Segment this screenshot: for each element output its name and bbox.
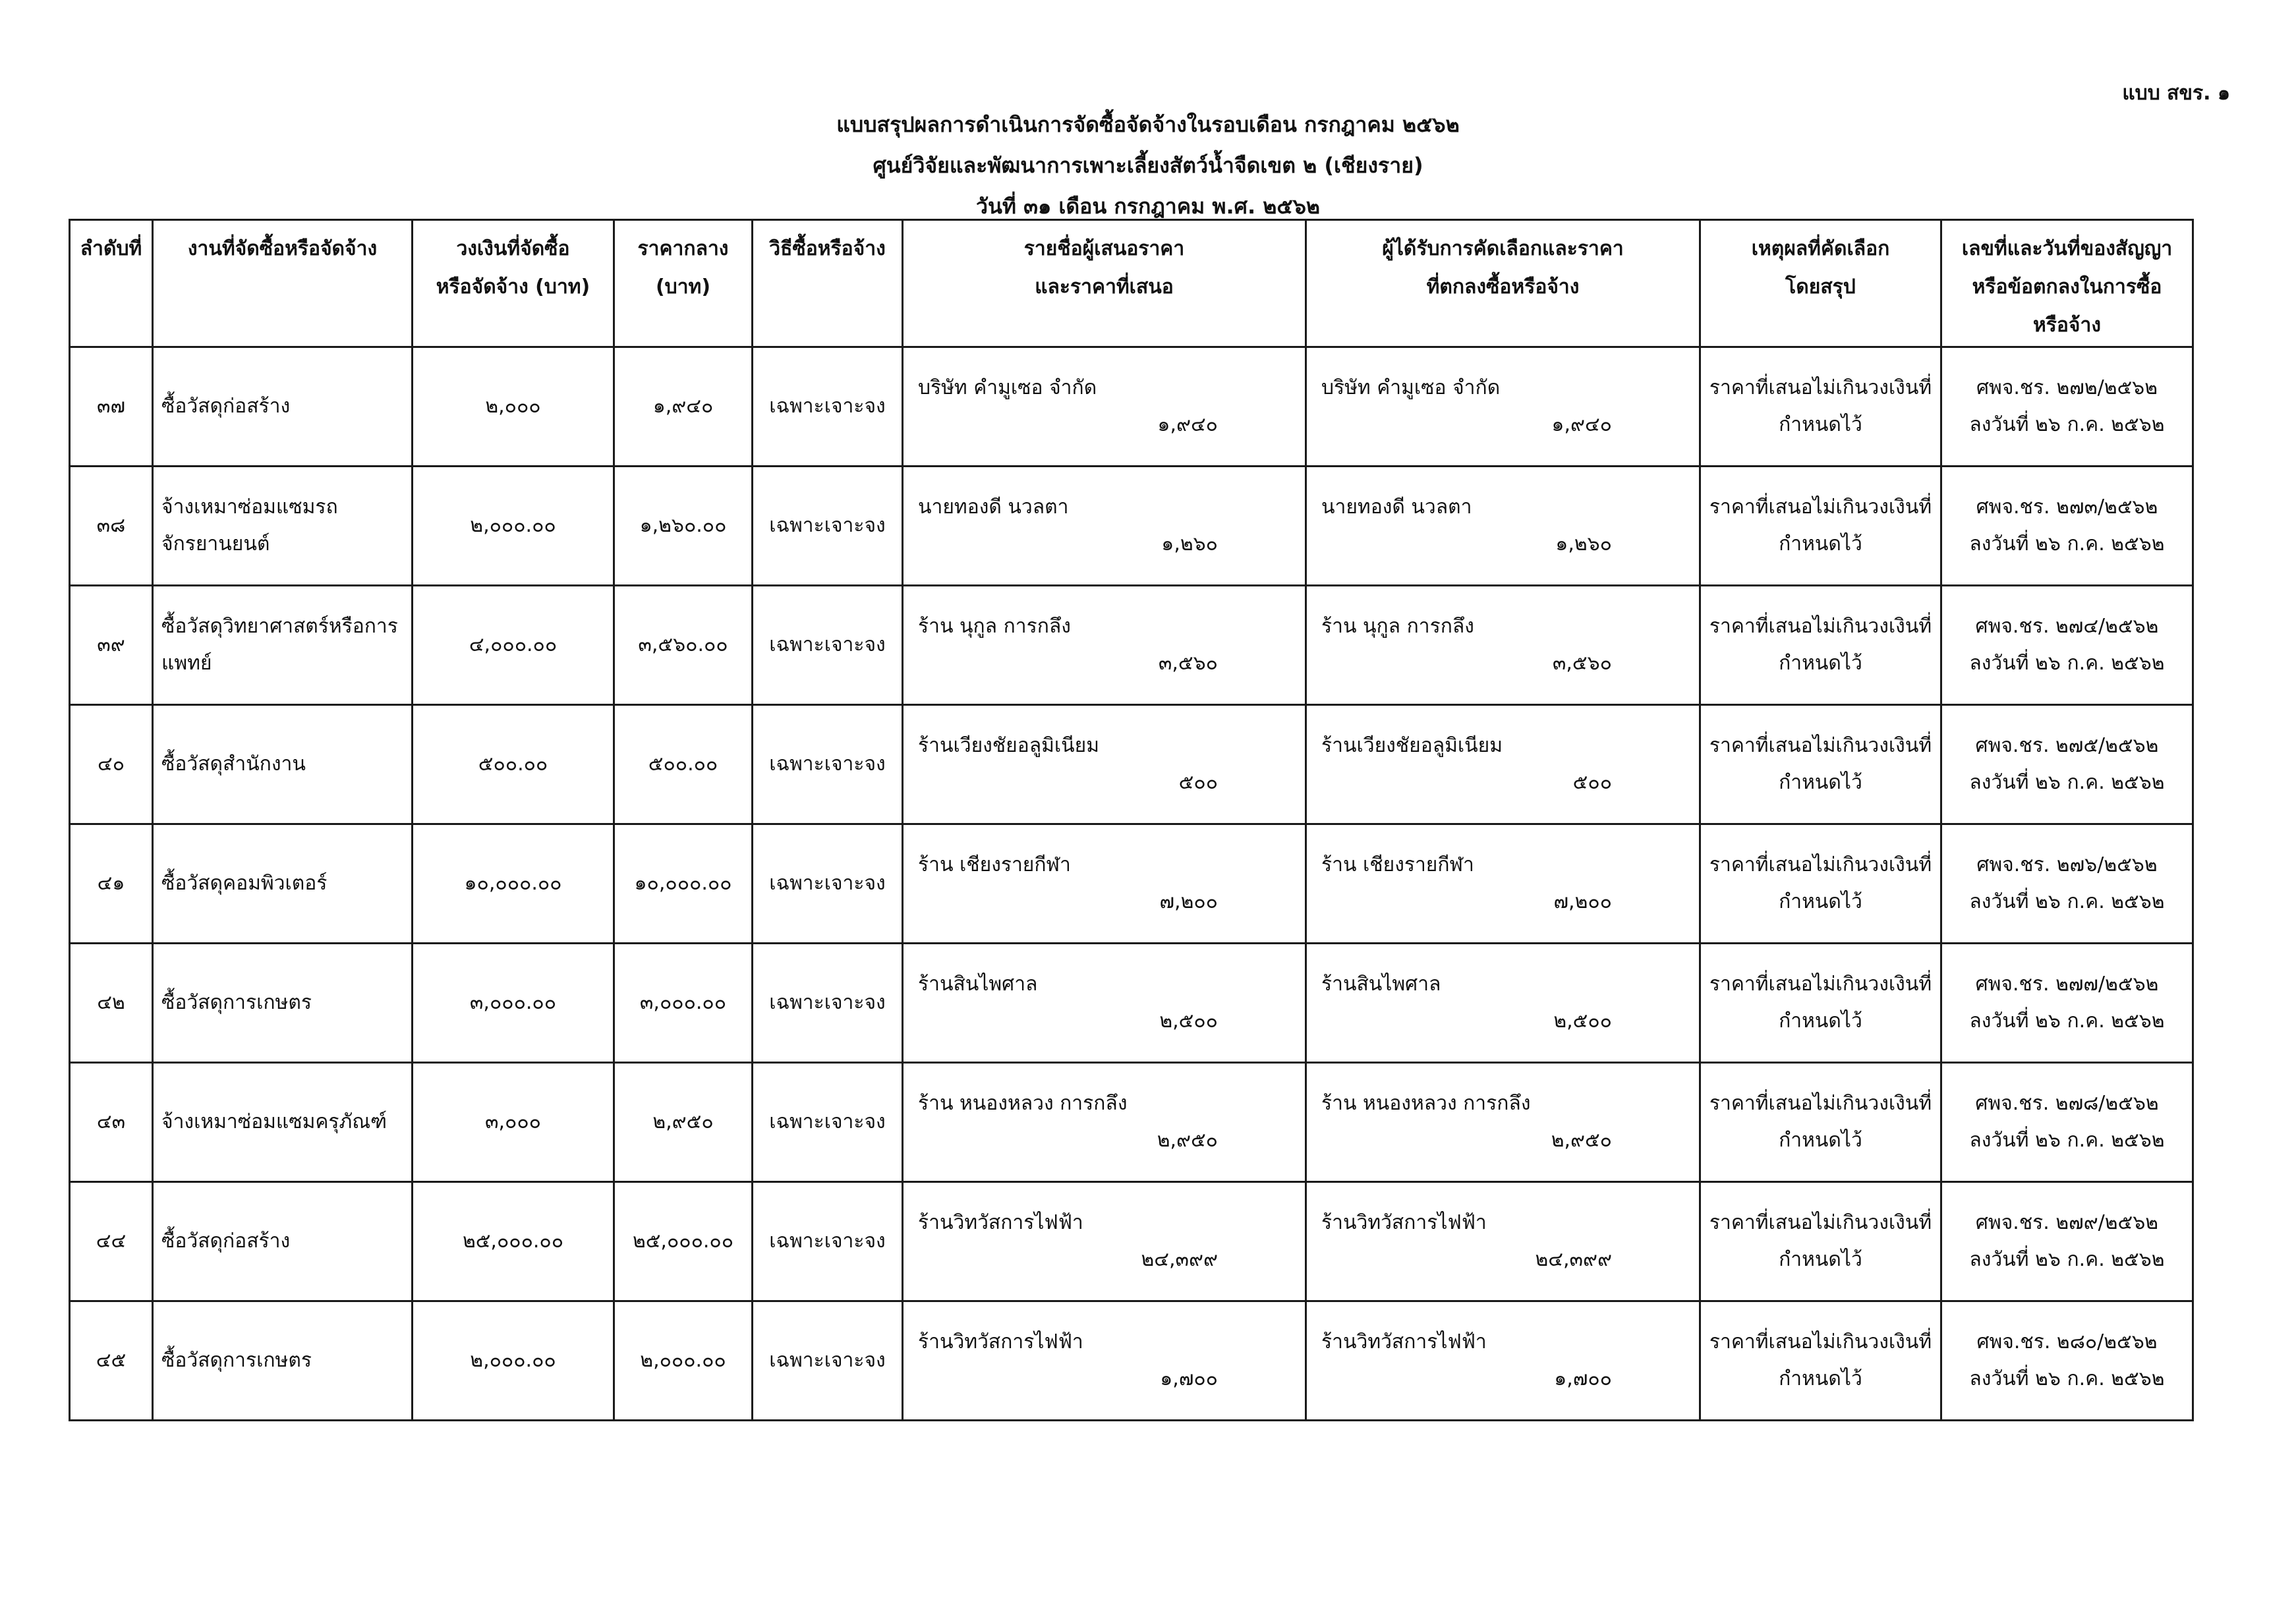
reason-line-2: กำหนดไว้ xyxy=(1779,1248,1862,1271)
cell-item: ซื้อวัสดุการเกษตร xyxy=(153,1301,413,1421)
reason-line-1: ราคาที่เสนอไม่เกินวงเงินที่ xyxy=(1709,1092,1932,1115)
bidder-price: ๒,๙๕๐ xyxy=(1157,1129,1218,1152)
bidder-price: ๒,๕๐๐ xyxy=(1159,1009,1218,1033)
cell-no: ๔๐ xyxy=(70,705,153,824)
cell-budget: ๒,๐๐๐.๐๐ xyxy=(413,467,614,586)
cell-reason xyxy=(1700,944,1941,1063)
winner-price: ๗,๒๐๐ xyxy=(1553,890,1612,913)
header-no: ลำดับที่ xyxy=(70,220,153,347)
cell-no: ๔๔ xyxy=(70,1182,153,1301)
reason-line-1: ราคาที่เสนอไม่เกินวงเงินที่ xyxy=(1709,734,1932,757)
contract-number: ศพจ.ชร. ๒๗๘/๒๕๖๒ xyxy=(1975,1092,2159,1115)
header-budget-line-1: วงเงินที่จัดซื้อ xyxy=(456,237,570,260)
cell-method: เฉพาะเจาะจง xyxy=(753,705,903,824)
reason-line-1: ราคาที่เสนอไม่เกินวงเงินที่ xyxy=(1709,853,1932,876)
cell-reason xyxy=(1700,467,1941,586)
header-bidders xyxy=(903,220,1306,347)
header-reason-line-2: โดยสรุป xyxy=(1785,275,1856,298)
winner-price: ๒,๙๕๐ xyxy=(1551,1129,1612,1152)
reason-line-2: กำหนดไว้ xyxy=(1779,1129,1862,1152)
bidder-price: ๑,๙๔๐ xyxy=(1157,413,1218,436)
cell-median: ๑,๙๔๐ xyxy=(614,347,753,467)
cell-budget: ๒๕,๐๐๐.๐๐ xyxy=(413,1182,614,1301)
winner-name: ร้านวิทวัสการไฟฟ้า xyxy=(1321,1330,1487,1353)
contract-number: ศพจ.ชร. ๒๗๔/๒๕๖๒ xyxy=(1975,615,2159,638)
contract-date: ลงวันที่ ๒๖ ก.ค. ๒๕๖๒ xyxy=(1969,413,2165,436)
table-row xyxy=(70,824,2193,944)
cell-item: ซื้อวัสดุวิทยาศาสตร์หรือการแพทย์ xyxy=(153,586,413,705)
cell-budget: ๒,๐๐๐ xyxy=(413,347,614,467)
bidder-price: ๕๐๐ xyxy=(1178,771,1218,794)
contract-date: ลงวันที่ ๒๖ ก.ค. ๒๕๖๒ xyxy=(1969,1129,2165,1152)
winner-name: ร้าน นุกูล การกลึง xyxy=(1321,615,1474,638)
contract-date: ลงวันที่ ๒๖ ก.ค. ๒๕๖๒ xyxy=(1969,532,2165,555)
winner-price: ๒๔,๓๙๙ xyxy=(1535,1248,1612,1271)
cell-winner xyxy=(1306,1301,1700,1421)
reason-line-2: กำหนดไว้ xyxy=(1779,652,1862,675)
winner-name: ร้าน เชียงรายกีฬา xyxy=(1321,853,1474,876)
bidder-name: ร้าน เชียงรายกีฬา xyxy=(918,853,1071,876)
cell-item: ซื้อวัสดุการเกษตร xyxy=(153,944,413,1063)
bidder-price: ๑,๒๖๐ xyxy=(1161,532,1218,555)
cell-median: ๒,๙๕๐ xyxy=(614,1063,753,1182)
reason-line-2: กำหนดไว้ xyxy=(1779,413,1862,436)
cell-bidder xyxy=(903,705,1306,824)
cell-median: ๒๕,๐๐๐.๐๐ xyxy=(614,1182,753,1301)
contract-number: ศพจ.ชร. ๒๗๒/๒๕๖๒ xyxy=(1976,376,2158,399)
contract-date: ลงวันที่ ๒๖ ก.ค. ๒๕๖๒ xyxy=(1969,1009,2165,1033)
cell-no: ๓๗ xyxy=(70,347,153,467)
cell-contract xyxy=(1941,944,2193,1063)
cell-reason xyxy=(1700,1182,1941,1301)
cell-item: จ้างเหมาซ่อมแซมรถจักรยานยนต์ xyxy=(153,467,413,586)
cell-contract xyxy=(1941,467,2193,586)
table-row xyxy=(70,1063,2193,1182)
contract-number: ศพจ.ชร. ๒๗๕/๒๕๖๒ xyxy=(1975,734,2159,757)
contract-number: ศพจ.ชร. ๒๗๖/๒๕๖๒ xyxy=(1976,853,2158,876)
header-budget xyxy=(413,220,614,347)
header-winner-line-2: ที่ตกลงซื้อหรือจ้าง xyxy=(1426,275,1580,298)
bidder-price: ๒๔,๓๙๙ xyxy=(1141,1248,1218,1271)
header-contract-line-2: หรือข้อตกลงในการซื้อ xyxy=(1972,275,2162,298)
title-line-3: วันที่ ๓๑ เดือน กรกฎาคม พ.ศ. ๒๕๖๒ xyxy=(976,194,1320,219)
cell-median: ๕๐๐.๐๐ xyxy=(614,705,753,824)
cell-no: ๔๒ xyxy=(70,944,153,1063)
cell-method: เฉพาะเจาะจง xyxy=(753,1301,903,1421)
cell-method: เฉพาะเจาะจง xyxy=(753,586,903,705)
cell-winner xyxy=(1306,824,1700,944)
cell-median: ๒,๐๐๐.๐๐ xyxy=(614,1301,753,1421)
winner-price: ๑,๙๔๐ xyxy=(1551,413,1612,436)
cell-no: ๔๓ xyxy=(70,1063,153,1182)
winner-name: ร้านวิทวัสการไฟฟ้า xyxy=(1321,1211,1487,1234)
cell-budget: ๔,๐๐๐.๐๐ xyxy=(413,586,614,705)
cell-reason xyxy=(1700,1301,1941,1421)
cell-winner xyxy=(1306,586,1700,705)
winner-name: ร้านเวียงชัยอลูมิเนียม xyxy=(1321,734,1503,757)
cell-budget: ๑๐,๐๐๐.๐๐ xyxy=(413,824,614,944)
reason-line-2: กำหนดไว้ xyxy=(1779,771,1862,794)
cell-bidder xyxy=(903,467,1306,586)
contract-number: ศพจ.ชร. ๒๗๗/๒๕๖๒ xyxy=(1975,973,2159,996)
header-row xyxy=(70,220,2193,347)
bidder-name: ร้าน หนองหลวง การกลึง xyxy=(918,1092,1128,1115)
cell-contract xyxy=(1941,705,2193,824)
table-row xyxy=(70,347,2193,467)
title-line-1: แบบสรุปผลการดำเนินการจัดซื้อจัดจ้างในรอบเดือน กรกฎาคม ๒๕๖๒ xyxy=(836,112,1460,137)
contract-number: ศพจ.ชร. ๒๗๙/๒๕๖๒ xyxy=(1975,1211,2159,1234)
winner-price: ๕๐๐ xyxy=(1572,771,1612,794)
header-median-line-1: ราคากลาง xyxy=(637,237,729,260)
table-row xyxy=(70,467,2193,586)
header-median-line-2: (บาท) xyxy=(655,275,711,298)
cell-winner xyxy=(1306,1063,1700,1182)
procurement-table xyxy=(69,219,2194,1421)
header-method: วิธีซื้อหรือจ้าง xyxy=(753,220,903,347)
header-bidders-line-2: และราคาที่เสนอ xyxy=(1035,275,1174,298)
winner-price: ๒,๕๐๐ xyxy=(1553,1009,1612,1033)
reason-line-2: กำหนดไว้ xyxy=(1779,1367,1862,1390)
cell-reason xyxy=(1700,705,1941,824)
bidder-price: ๑,๗๐๐ xyxy=(1160,1367,1218,1390)
cell-contract xyxy=(1941,347,2193,467)
cell-median: ๑๐,๐๐๐.๐๐ xyxy=(614,824,753,944)
cell-item: ซื้อวัสดุก่อสร้าง xyxy=(153,347,413,467)
cell-bidder xyxy=(903,1301,1306,1421)
cell-reason xyxy=(1700,586,1941,705)
table-row xyxy=(70,944,2193,1063)
header-item: งานที่จัดซื้อหรือจัดจ้าง xyxy=(153,220,413,347)
winner-price: ๓,๕๖๐ xyxy=(1552,652,1612,675)
cell-bidder xyxy=(903,586,1306,705)
cell-no: ๔๑ xyxy=(70,824,153,944)
cell-median: ๓,๐๐๐.๐๐ xyxy=(614,944,753,1063)
cell-reason xyxy=(1700,824,1941,944)
cell-item: ซื้อวัสดุก่อสร้าง xyxy=(153,1182,413,1301)
contract-date: ลงวันที่ ๒๖ ก.ค. ๒๕๖๒ xyxy=(1969,1248,2165,1271)
cell-winner xyxy=(1306,944,1700,1063)
bidder-name: บริษัท คำมูเซอ จำกัด xyxy=(918,376,1097,399)
cell-item: ซื้อวัสดุคอมพิวเตอร์ xyxy=(153,824,413,944)
cell-budget: ๒,๐๐๐.๐๐ xyxy=(413,1301,614,1421)
cell-method: เฉพาะเจาะจง xyxy=(753,1182,903,1301)
cell-contract xyxy=(1941,1182,2193,1301)
header-winner-line-1: ผู้ได้รับการคัดเลือกและราคา xyxy=(1382,237,1624,260)
reason-line-1: ราคาที่เสนอไม่เกินวงเงินที่ xyxy=(1709,496,1932,519)
reason-line-1: ราคาที่เสนอไม่เกินวงเงินที่ xyxy=(1709,973,1932,996)
header-median xyxy=(614,220,753,347)
cell-method: เฉพาะเจาะจง xyxy=(753,824,903,944)
cell-item: ซื้อวัสดุสำนักงาน xyxy=(153,705,413,824)
header-reason xyxy=(1700,220,1941,347)
cell-contract xyxy=(1941,1063,2193,1182)
cell-bidder xyxy=(903,1063,1306,1182)
bidder-name: ร้านเวียงชัยอลูมิเนียม xyxy=(918,734,1100,757)
contract-date: ลงวันที่ ๒๖ ก.ค. ๒๕๖๒ xyxy=(1969,1367,2165,1390)
cell-bidder xyxy=(903,944,1306,1063)
cell-reason xyxy=(1700,347,1941,467)
bidder-price: ๗,๒๐๐ xyxy=(1159,890,1218,913)
reason-line-2: กำหนดไว้ xyxy=(1779,532,1862,555)
header-contract-line-3: หรือจ้าง xyxy=(2033,314,2101,337)
bidder-name: ร้านวิทวัสการไฟฟ้า xyxy=(918,1211,1083,1234)
cell-winner xyxy=(1306,347,1700,467)
reason-line-1: ราคาที่เสนอไม่เกินวงเงินที่ xyxy=(1709,615,1932,638)
reason-line-1: ราคาที่เสนอไม่เกินวงเงินที่ xyxy=(1709,376,1932,399)
cell-method: เฉพาะเจาะจง xyxy=(753,347,903,467)
reason-line-1: ราคาที่เสนอไม่เกินวงเงินที่ xyxy=(1709,1211,1932,1234)
cell-contract xyxy=(1941,586,2193,705)
cell-winner xyxy=(1306,705,1700,824)
contract-number: ศพจ.ชร. ๒๗๓/๒๕๖๒ xyxy=(1976,496,2158,519)
cell-no: ๓๙ xyxy=(70,586,153,705)
cell-winner xyxy=(1306,1182,1700,1301)
cell-reason xyxy=(1700,1063,1941,1182)
header-budget-line-2: หรือจัดจ้าง (บาท) xyxy=(436,275,590,298)
cell-bidder xyxy=(903,347,1306,467)
bidder-name: ร้านสินไพศาล xyxy=(918,973,1038,996)
cell-no: ๓๘ xyxy=(70,467,153,586)
bidder-name: ร้าน นุกูล การกลึง xyxy=(918,615,1071,638)
cell-contract xyxy=(1941,1301,2193,1421)
winner-name: ร้าน หนองหลวง การกลึง xyxy=(1321,1092,1531,1115)
winner-name: บริษัท คำมูเซอ จำกัด xyxy=(1321,376,1501,399)
winner-price: ๑,๒๖๐ xyxy=(1555,532,1612,555)
bidder-name: นายทองดี นวลตา xyxy=(918,496,1069,519)
header-bidders-line-1: รายชื่อผู้เสนอราคา xyxy=(1023,237,1185,260)
contract-date: ลงวันที่ ๒๖ ก.ค. ๒๕๖๒ xyxy=(1969,652,2165,675)
contract-number: ศพจ.ชร. ๒๘๐/๒๕๖๒ xyxy=(1976,1330,2158,1353)
document-titles xyxy=(0,104,2296,227)
table-row xyxy=(70,705,2193,824)
cell-method: เฉพาะเจาะจง xyxy=(753,467,903,586)
cell-budget: ๓,๐๐๐.๐๐ xyxy=(413,944,614,1063)
title-line-2: ศูนย์วิจัยและพัฒนาการเพาะเลี้ยงสัตว์น้ำจืดเขต ๒ (เชียงราย) xyxy=(873,153,1423,178)
bidder-name: ร้านวิทวัสการไฟฟ้า xyxy=(918,1330,1083,1353)
contract-date: ลงวันที่ ๒๖ ก.ค. ๒๕๖๒ xyxy=(1969,890,2165,913)
cell-winner xyxy=(1306,467,1700,586)
table-row xyxy=(70,1182,2193,1301)
header-contract-line-1: เลขที่และวันที่ของสัญญา xyxy=(1961,237,2173,260)
reason-line-2: กำหนดไว้ xyxy=(1779,1009,1862,1033)
bidder-price: ๓,๕๖๐ xyxy=(1158,652,1218,675)
cell-method: เฉพาะเจาะจง xyxy=(753,1063,903,1182)
header-reason-line-1: เหตุผลที่คัดเลือก xyxy=(1751,237,1890,260)
reason-line-2: กำหนดไว้ xyxy=(1779,890,1862,913)
cell-bidder xyxy=(903,1182,1306,1301)
header-winner xyxy=(1306,220,1700,347)
cell-median: ๓,๕๖๐.๐๐ xyxy=(614,586,753,705)
table-row xyxy=(70,1301,2193,1421)
winner-name: นายทองดี นวลตา xyxy=(1321,496,1472,519)
cell-contract xyxy=(1941,824,2193,944)
cell-budget: ๓,๐๐๐ xyxy=(413,1063,614,1182)
cell-method: เฉพาะเจาะจง xyxy=(753,944,903,1063)
contract-date: ลงวันที่ ๒๖ ก.ค. ๒๕๖๒ xyxy=(1969,771,2165,794)
cell-no: ๔๕ xyxy=(70,1301,153,1421)
table-row xyxy=(70,586,2193,705)
winner-price: ๑,๗๐๐ xyxy=(1554,1367,1612,1390)
reason-line-1: ราคาที่เสนอไม่เกินวงเงินที่ xyxy=(1709,1330,1932,1353)
header-contract xyxy=(1941,220,2193,347)
cell-median: ๑,๒๖๐.๐๐ xyxy=(614,467,753,586)
cell-bidder xyxy=(903,824,1306,944)
form-code: แบบ สขร. ๑ xyxy=(2122,82,2230,105)
cell-item: จ้างเหมาซ่อมแซมครุภัณฑ์ xyxy=(153,1063,413,1182)
cell-budget: ๕๐๐.๐๐ xyxy=(413,705,614,824)
winner-name: ร้านสินไพศาล xyxy=(1321,973,1441,996)
